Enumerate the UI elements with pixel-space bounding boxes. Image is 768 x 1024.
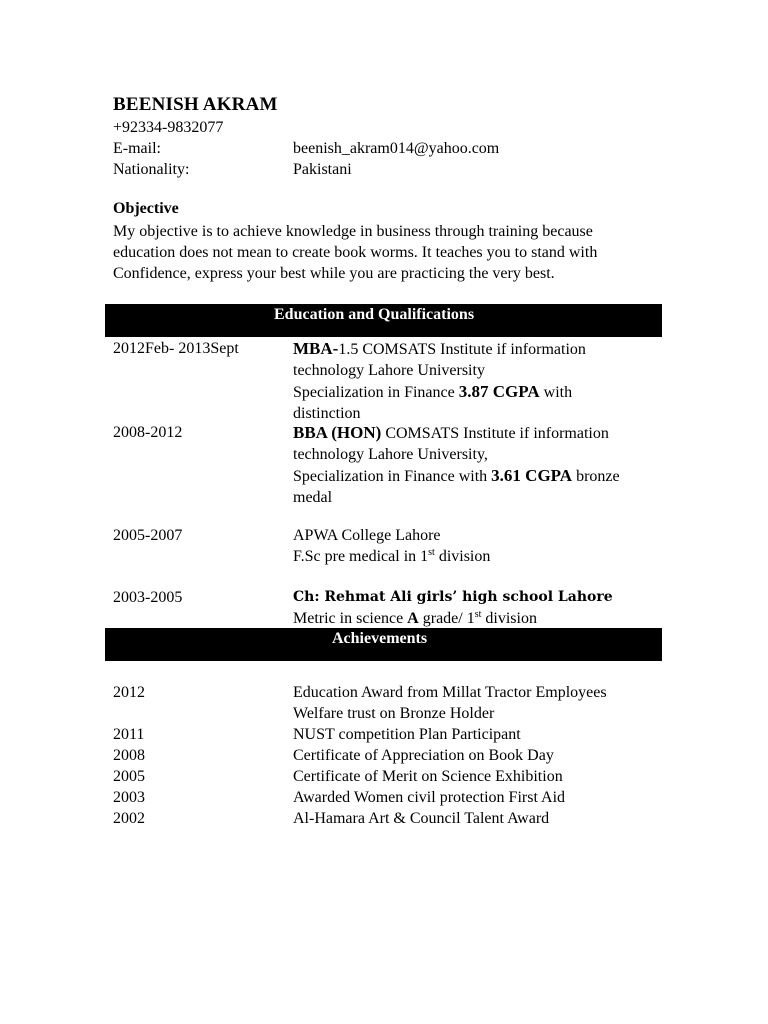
degree-title: MBA- — [293, 339, 339, 358]
program-text: F.Sc pre medical in 1 — [293, 548, 429, 565]
achievement-text: Certificate of Appreciation on Book Day — [293, 747, 554, 764]
objective-line-2: education does not mean to create book worms. It teaches you to stand with — [113, 244, 598, 261]
objective-line-3: Confidence, express your best while you are practicing the very best. — [113, 265, 555, 282]
education-period-bba: 2008-2012 — [113, 424, 183, 441]
achievements-section-header — [105, 628, 662, 661]
email-label: E-mail: — [113, 140, 161, 157]
nationality-value: Pakistani — [293, 161, 352, 178]
institution-text: 1.5 COMSATS Institute if information — [338, 341, 586, 358]
ordinal-suffix: st — [474, 609, 482, 620]
achievement-year: 2003 — [113, 789, 145, 806]
degree-title: BBA (HON) — [293, 423, 382, 442]
program-text: division — [481, 610, 537, 627]
specialization-text: with — [539, 384, 573, 401]
institution-text: COMSATS Institute if information — [381, 425, 609, 442]
education-period-fsc: 2005-2007 — [113, 527, 183, 544]
objective-heading: Objective — [113, 200, 179, 217]
achievement-year: 2011 — [113, 726, 145, 743]
achievement-text: Awarded Women civil protection First Aid — [293, 789, 566, 806]
program-text: Metric in science — [293, 610, 408, 627]
achievement-text: Al-Hamara Art & Council Talent Award — [293, 810, 550, 827]
achievement-year: 2012 — [113, 684, 145, 701]
achievement-text: Education Award from Millat Tractor Employees — [293, 684, 607, 701]
achievement-year: 2002 — [113, 810, 145, 827]
education-period-school: 2003-2005 — [113, 589, 183, 606]
achievement-year: 2005 — [113, 768, 145, 785]
education-heading: Education and Qualifications — [274, 306, 475, 323]
grade-value: A — [407, 610, 419, 627]
specialization-text: Specialization in Finance with — [293, 468, 492, 485]
education-entry-fsc — [293, 525, 663, 567]
cgpa-value: 3.87 CGPA — [458, 382, 540, 401]
honor-text: medal — [293, 489, 333, 506]
nationality-label: Nationality: — [113, 161, 190, 178]
education-period-mba: 2012Feb- 2013Sept — [113, 340, 239, 357]
institution-text: technology Lahore University, — [293, 446, 488, 463]
institution-text: APWA College Lahore — [293, 527, 441, 544]
education-section-header — [105, 304, 662, 337]
program-text: grade/ 1 — [418, 610, 475, 627]
honor-text: distinction — [293, 405, 361, 422]
education-entry-bba — [293, 422, 663, 508]
achievements-heading: Achievements — [332, 630, 428, 647]
phone-number: +92334-9832077 — [113, 119, 224, 136]
objective-line-1: My objective is to achieve knowledge in business through training because — [113, 223, 593, 240]
specialization-text: bronze — [572, 468, 620, 485]
ordinal-suffix: st — [428, 547, 435, 558]
achievement-year: 2008 — [113, 747, 145, 764]
achievement-text: NUST competition Plan Participant — [293, 726, 521, 743]
education-entry-school — [293, 587, 663, 629]
email-value[interactable]: beenish_akram014@yahoo.com — [293, 140, 500, 157]
cgpa-value: 3.61 CGPA — [491, 466, 573, 485]
program-text: division — [434, 548, 491, 565]
achievement-text: Welfare trust on Bronze Holder — [293, 705, 495, 722]
institution-text: Ch: Rehmat Ali girls’ high school Lahore — [293, 589, 613, 605]
achievement-text: Certificate of Merit on Science Exhibition — [293, 768, 563, 785]
achievement-item — [293, 682, 663, 724]
candidate-name: BEENISH AKRAM — [113, 94, 278, 115]
institution-text: technology Lahore University — [293, 362, 485, 379]
education-entry-mba — [293, 338, 663, 424]
specialization-text: Specialization in Finance — [293, 384, 459, 401]
